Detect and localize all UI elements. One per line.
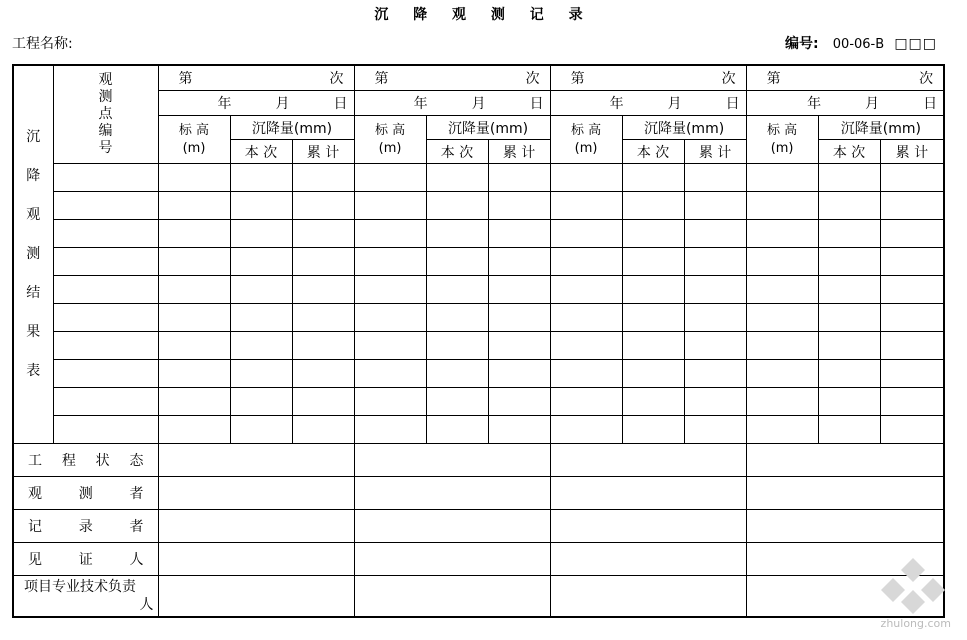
table-row [13, 332, 944, 360]
footer-cell[interactable] [550, 543, 746, 576]
data-cell[interactable] [488, 388, 550, 416]
data-cell[interactable] [550, 416, 622, 444]
data-cell[interactable] [53, 248, 158, 276]
data-cell[interactable] [550, 248, 622, 276]
footer-row [13, 477, 944, 510]
data-cell[interactable] [880, 276, 944, 304]
data-cell[interactable] [426, 192, 488, 220]
footer-cell[interactable] [746, 477, 944, 510]
data-cell[interactable] [426, 248, 488, 276]
data-cell[interactable] [684, 304, 746, 332]
data-cell[interactable] [230, 304, 292, 332]
table-row [13, 416, 944, 444]
footer-label: 记 录 者 [13, 510, 158, 543]
footer-label: 项目专业技术负责 人 [13, 576, 158, 618]
data-cell[interactable] [53, 360, 158, 388]
data-cell[interactable] [426, 416, 488, 444]
cumulative-header: 累 计 [880, 140, 944, 164]
obs-count-header: 第 次 [354, 65, 550, 91]
footer-cell[interactable] [746, 510, 944, 543]
footer-cell[interactable] [550, 510, 746, 543]
data-cell[interactable] [746, 276, 818, 304]
elevation-header: 标 高 (m) [158, 116, 230, 164]
settlement-header: 沉降量(mm) [622, 116, 746, 140]
watermark-text: zhulong.com [880, 617, 951, 630]
data-cell[interactable] [426, 388, 488, 416]
data-cell[interactable] [158, 416, 230, 444]
this-time-header: 本 次 [622, 140, 684, 164]
footer-cell[interactable] [158, 444, 354, 477]
data-cell[interactable] [746, 388, 818, 416]
data-cell[interactable] [880, 220, 944, 248]
watermark-icon [873, 556, 953, 616]
data-cell[interactable] [880, 332, 944, 360]
footer-cell[interactable] [746, 444, 944, 477]
elevation-header: 标 高 (m) [550, 116, 622, 164]
data-cell[interactable] [684, 248, 746, 276]
data-cell[interactable] [158, 220, 230, 248]
data-cell[interactable] [622, 360, 684, 388]
data-cell[interactable] [53, 192, 158, 220]
data-cell[interactable] [818, 192, 880, 220]
footer-cell[interactable] [550, 444, 746, 477]
footer-cell[interactable] [158, 510, 354, 543]
data-cell[interactable] [880, 416, 944, 444]
footer-label: 工 程 状 态 [13, 444, 158, 477]
data-cell[interactable] [746, 248, 818, 276]
data-cell[interactable] [488, 360, 550, 388]
data-cell[interactable] [880, 304, 944, 332]
data-cell[interactable] [880, 388, 944, 416]
obs-count-header: 第 次 [746, 65, 944, 91]
this-time-header: 本 次 [230, 140, 292, 164]
table-row [13, 248, 944, 276]
data-cell[interactable] [354, 304, 426, 332]
footer-cell[interactable] [158, 477, 354, 510]
footer-row [13, 576, 944, 618]
footer-label: 观 测 者 [13, 477, 158, 510]
data-cell[interactable] [746, 192, 818, 220]
data-cell[interactable] [426, 304, 488, 332]
date-header: 年 月 日 [550, 91, 746, 116]
table-row [13, 304, 944, 332]
code-value: 00-06-B [832, 37, 885, 52]
table-row [13, 192, 944, 220]
settlement-table [12, 64, 945, 618]
data-cell[interactable] [292, 304, 354, 332]
data-cell[interactable] [230, 332, 292, 360]
data-cell[interactable] [622, 304, 684, 332]
data-cell[interactable] [622, 220, 684, 248]
settlement-header: 沉降量(mm) [426, 116, 550, 140]
data-cell[interactable] [622, 164, 684, 192]
this-time-header: 本 次 [818, 140, 880, 164]
date-header: 年 月 日 [746, 91, 944, 116]
data-cell[interactable] [230, 388, 292, 416]
cumulative-header: 累 计 [488, 140, 550, 164]
footer-cell[interactable] [354, 510, 550, 543]
data-cell[interactable] [746, 360, 818, 388]
table-row [13, 276, 944, 304]
this-time-header: 本 次 [426, 140, 488, 164]
data-cell[interactable] [426, 332, 488, 360]
footer-cell[interactable] [550, 477, 746, 510]
data-cell[interactable] [354, 332, 426, 360]
data-cell[interactable] [684, 388, 746, 416]
data-cell[interactable] [684, 416, 746, 444]
data-cell[interactable] [488, 220, 550, 248]
data-cell[interactable] [354, 416, 426, 444]
footer-cell[interactable] [550, 576, 746, 618]
data-cell[interactable] [488, 164, 550, 192]
data-cell[interactable] [550, 304, 622, 332]
data-cell[interactable] [354, 388, 426, 416]
data-cell[interactable] [354, 360, 426, 388]
footer-label: 见 证 人 [13, 543, 158, 576]
data-cell[interactable] [550, 192, 622, 220]
data-cell[interactable] [292, 164, 354, 192]
data-cell[interactable] [684, 360, 746, 388]
obs-count-header: 第 次 [158, 65, 354, 91]
data-cell[interactable] [880, 248, 944, 276]
data-cell[interactable] [622, 416, 684, 444]
footer-row [13, 543, 944, 576]
data-cell[interactable] [684, 192, 746, 220]
data-cell[interactable] [158, 276, 230, 304]
data-cell[interactable] [622, 388, 684, 416]
data-cell[interactable] [426, 360, 488, 388]
settlement-header: 沉降量(mm) [230, 116, 354, 140]
data-cell[interactable] [230, 164, 292, 192]
data-cell[interactable] [158, 192, 230, 220]
watermark-logo [873, 556, 953, 630]
data-cell[interactable] [292, 192, 354, 220]
data-cell[interactable] [622, 248, 684, 276]
data-cell[interactable] [880, 360, 944, 388]
data-cell[interactable] [292, 220, 354, 248]
data-cell[interactable] [746, 332, 818, 360]
data-cell[interactable] [158, 332, 230, 360]
table-row [13, 388, 944, 416]
code-box [785, 33, 937, 53]
data-cell[interactable] [292, 332, 354, 360]
data-cell[interactable] [746, 304, 818, 332]
data-cell[interactable] [354, 220, 426, 248]
elevation-header: 标 高 (m) [746, 116, 818, 164]
page-title: 沉 降 观 测 记 录 [374, 7, 593, 23]
data-cell[interactable] [426, 164, 488, 192]
data-cell[interactable] [684, 276, 746, 304]
project-name-label: 工程名称: [12, 36, 73, 52]
data-cell[interactable] [550, 164, 622, 192]
data-cell[interactable] [53, 220, 158, 248]
data-cell[interactable] [230, 248, 292, 276]
footer-row [13, 444, 944, 477]
data-cell[interactable] [230, 360, 292, 388]
data-cell[interactable] [622, 192, 684, 220]
table-row [13, 360, 944, 388]
data-cell[interactable] [230, 416, 292, 444]
data-cell[interactable] [426, 276, 488, 304]
data-cell[interactable] [684, 164, 746, 192]
data-cell[interactable] [53, 388, 158, 416]
data-cell[interactable] [818, 304, 880, 332]
data-cell[interactable] [354, 192, 426, 220]
cumulative-header: 累 计 [684, 140, 746, 164]
obs-count-header: 第 次 [550, 65, 746, 91]
data-cell[interactable] [292, 388, 354, 416]
footer-cell[interactable] [354, 543, 550, 576]
data-cell[interactable] [550, 360, 622, 388]
data-cell[interactable] [354, 164, 426, 192]
data-cell[interactable] [818, 276, 880, 304]
footer-cell[interactable] [354, 477, 550, 510]
data-cell[interactable] [158, 360, 230, 388]
data-cell[interactable] [684, 332, 746, 360]
data-cell[interactable] [488, 332, 550, 360]
data-cell[interactable] [880, 192, 944, 220]
settlement-header: 沉降量(mm) [818, 116, 944, 140]
footer-cell[interactable] [158, 576, 354, 618]
data-cell[interactable] [746, 416, 818, 444]
data-cell[interactable] [550, 276, 622, 304]
table-row [13, 220, 944, 248]
data-cell[interactable] [818, 220, 880, 248]
data-cell[interactable] [292, 276, 354, 304]
data-cell[interactable] [550, 332, 622, 360]
data-cell[interactable] [488, 416, 550, 444]
data-cell[interactable] [158, 248, 230, 276]
data-cell[interactable] [818, 360, 880, 388]
data-cell[interactable] [550, 220, 622, 248]
footer-row [13, 510, 944, 543]
data-cell[interactable] [818, 332, 880, 360]
data-cell[interactable] [158, 304, 230, 332]
data-cell[interactable] [53, 332, 158, 360]
data-cell[interactable] [230, 276, 292, 304]
data-cell[interactable] [818, 248, 880, 276]
data-cell[interactable] [230, 220, 292, 248]
date-header: 年 月 日 [158, 91, 354, 116]
data-cell[interactable] [354, 276, 426, 304]
data-cell[interactable] [818, 416, 880, 444]
data-cell[interactable] [488, 304, 550, 332]
data-cell[interactable] [53, 276, 158, 304]
data-cell[interactable] [53, 416, 158, 444]
data-cell[interactable] [354, 248, 426, 276]
data-cell[interactable] [746, 220, 818, 248]
data-cell[interactable] [230, 192, 292, 220]
data-cell[interactable] [746, 164, 818, 192]
data-cell[interactable] [818, 388, 880, 416]
data-cell[interactable] [684, 220, 746, 248]
footer-cell[interactable] [354, 444, 550, 477]
footer-cell[interactable] [354, 576, 550, 618]
data-cell[interactable] [53, 304, 158, 332]
footer-cell[interactable] [158, 543, 354, 576]
data-cell[interactable] [622, 276, 684, 304]
date-header: 年 月 日 [354, 91, 550, 116]
data-cell[interactable] [426, 220, 488, 248]
data-cell[interactable] [622, 332, 684, 360]
data-cell[interactable] [158, 164, 230, 192]
data-cell[interactable] [880, 164, 944, 192]
elevation-header: 标 高 (m) [354, 116, 426, 164]
data-cell[interactable] [292, 248, 354, 276]
data-cell[interactable] [550, 388, 622, 416]
data-cell[interactable] [292, 360, 354, 388]
data-cell[interactable] [488, 192, 550, 220]
code-label: 编号: [785, 36, 819, 52]
data-cell[interactable] [488, 276, 550, 304]
data-cell[interactable] [53, 164, 158, 192]
side-label: 沉 降 观 测 结 果 表 [13, 65, 53, 444]
data-cell[interactable] [818, 164, 880, 192]
data-cell[interactable] [292, 416, 354, 444]
data-cell[interactable] [158, 388, 230, 416]
obs-point-label: 观 测 点 编 号 [53, 65, 158, 164]
code-boxes: □□□ [894, 36, 937, 52]
cumulative-header: 累 计 [292, 140, 354, 164]
data-cell[interactable] [488, 248, 550, 276]
table-row [13, 164, 944, 192]
